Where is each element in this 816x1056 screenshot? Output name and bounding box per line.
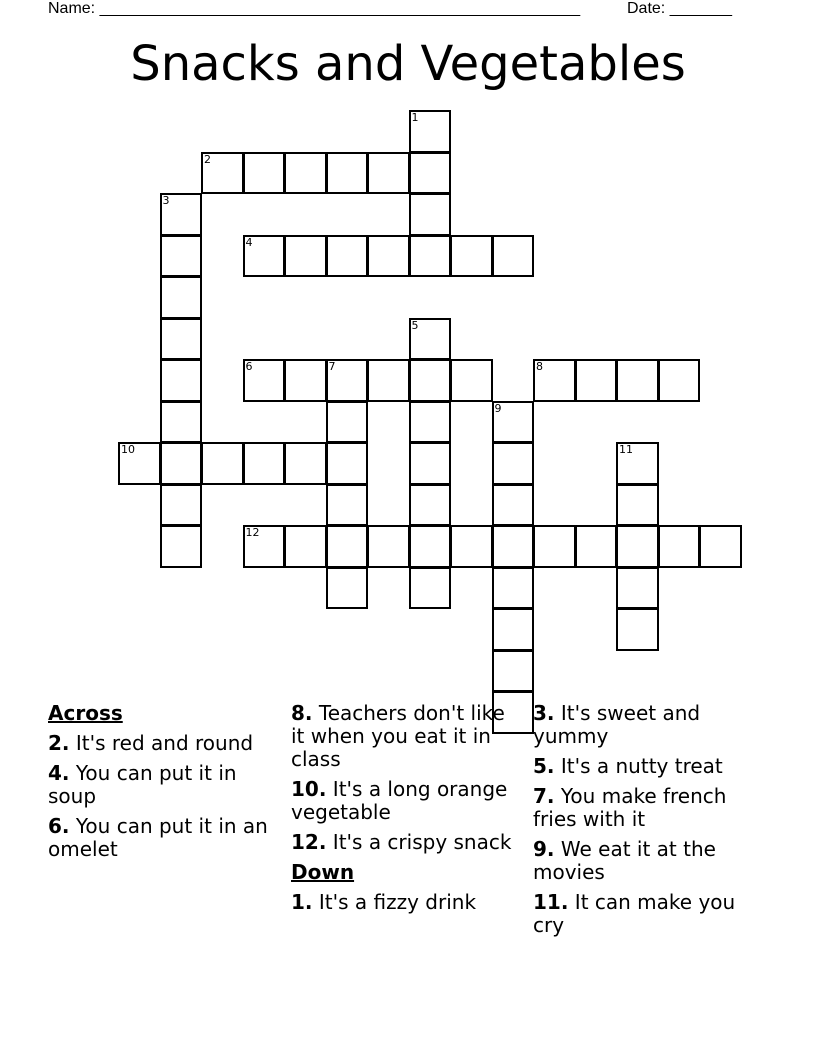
grid-cell[interactable] <box>367 235 410 278</box>
grid-cell[interactable] <box>492 650 535 693</box>
grid-cell[interactable] <box>243 235 286 278</box>
clue-column-3 <box>533 702 763 944</box>
clue-column-2 <box>291 702 521 921</box>
grid-cell[interactable] <box>284 235 327 278</box>
grid-cell[interactable] <box>450 525 493 568</box>
grid-cell[interactable] <box>367 359 410 402</box>
grid-cell[interactable] <box>492 235 535 278</box>
grid-cell[interactable] <box>409 235 452 278</box>
clue-number: 10 <box>121 443 135 456</box>
grid-cell[interactable] <box>160 359 203 402</box>
grid-cell[interactable] <box>492 567 535 610</box>
clue-list <box>48 702 768 1002</box>
clue-number: 7 <box>328 360 336 373</box>
header-line <box>48 0 768 20</box>
clue-down-1: 1. It's a fizzy drink <box>291 890 477 914</box>
down-heading: Down <box>291 860 355 884</box>
grid-cell[interactable] <box>616 608 659 651</box>
clue-across-12: 12. It's a crispy snack <box>291 830 512 854</box>
clue-number: 5 <box>411 318 419 332</box>
grid-cell[interactable] <box>450 235 493 278</box>
grid-cell[interactable] <box>409 567 452 610</box>
grid-cell[interactable] <box>160 318 203 361</box>
grid-cell[interactable] <box>409 110 452 153</box>
clue-across-6: 6. You can put it in an omelet <box>48 814 268 861</box>
grid-cell[interactable] <box>284 152 327 195</box>
grid-cell[interactable] <box>201 442 244 485</box>
grid-cell[interactable] <box>326 442 369 485</box>
grid-cell[interactable] <box>160 442 203 485</box>
grid-cell[interactable] <box>409 152 452 195</box>
grid-cell[interactable] <box>658 525 701 568</box>
grid-cell[interactable] <box>533 525 576 568</box>
date-field-label: Date: _______ <box>627 0 732 17</box>
grid-cell[interactable] <box>409 401 452 444</box>
clue-across-2: 2. It's red and round <box>48 731 254 755</box>
grid-cell[interactable] <box>616 484 659 527</box>
grid-cell[interactable] <box>616 525 659 568</box>
grid-cell[interactable] <box>243 525 286 568</box>
grid-cell[interactable] <box>492 484 535 527</box>
clue-number: 8 <box>536 360 543 373</box>
grid-cell[interactable] <box>160 235 203 278</box>
grid-cell[interactable] <box>160 525 203 568</box>
clue-down-9: 9. We eat it at the movies <box>533 837 716 884</box>
grid-cell[interactable] <box>616 567 659 610</box>
grid-cell[interactable] <box>284 359 327 402</box>
grid-cell[interactable] <box>409 525 452 568</box>
grid-cell[interactable] <box>492 525 535 568</box>
clue-column-1 <box>48 702 278 868</box>
grid-cell[interactable] <box>284 525 327 568</box>
grid-cell[interactable] <box>326 525 369 568</box>
puzzle-title: Snacks and Vegetables <box>130 36 686 92</box>
grid-cell[interactable] <box>575 359 618 402</box>
grid-cell[interactable] <box>160 484 203 527</box>
grid-cell[interactable] <box>201 152 244 195</box>
grid-cell[interactable] <box>492 608 535 651</box>
across-heading: Across <box>48 701 123 725</box>
grid-cell[interactable] <box>326 152 369 195</box>
grid-cell[interactable] <box>326 359 369 402</box>
clue-number: 2 <box>204 152 211 166</box>
grid-cell[interactable] <box>160 401 203 444</box>
clue-number: 1 <box>411 111 419 124</box>
grid-cell[interactable] <box>243 442 286 485</box>
clue-down-11: 11. It can make you cry <box>533 890 736 937</box>
clue-down-5: 5. It's a nutty treat <box>533 754 723 778</box>
clue-down-7: 7. You make french fries with it <box>533 784 727 831</box>
grid-cell[interactable] <box>160 193 203 236</box>
grid-cell[interactable] <box>575 525 618 568</box>
clue-across-10: 10. It's a long orange vegetable <box>291 777 508 824</box>
grid-cell[interactable] <box>367 525 410 568</box>
clue-number: 6 <box>245 360 253 373</box>
grid-cell[interactable] <box>284 442 327 485</box>
clue-number: 9 <box>494 401 502 415</box>
clue-number: 11 <box>619 443 633 456</box>
grid-cell[interactable] <box>492 442 535 485</box>
name-field-label: Name: ______________________________________________________ <box>48 0 581 17</box>
grid-cell[interactable] <box>616 359 659 402</box>
grid-cell[interactable] <box>616 442 659 485</box>
grid-cell[interactable] <box>367 152 410 195</box>
clue-across-8: 8. Teachers don't like it when you eat it in class <box>291 701 505 771</box>
clue-number: 4 <box>245 235 253 249</box>
grid-cell[interactable] <box>409 442 452 485</box>
grid-cell[interactable] <box>699 525 742 568</box>
grid-cell[interactable] <box>160 276 203 319</box>
grid-cell[interactable] <box>118 442 161 485</box>
clue-number: 12 <box>245 526 260 539</box>
grid-cell[interactable] <box>492 401 535 444</box>
grid-cell[interactable] <box>326 235 369 278</box>
grid-cell[interactable] <box>533 359 576 402</box>
grid-cell[interactable] <box>409 193 452 236</box>
grid-cell[interactable] <box>326 567 369 610</box>
grid-cell[interactable] <box>326 484 369 527</box>
grid-cell[interactable] <box>450 359 493 402</box>
grid-cell[interactable] <box>243 359 286 402</box>
grid-cell[interactable] <box>243 152 286 195</box>
clue-number: 3 <box>162 194 170 207</box>
grid-cell[interactable] <box>326 401 369 444</box>
clue-across-4: 4. You can put it in soup <box>48 761 237 808</box>
grid-cell[interactable] <box>409 318 452 361</box>
grid-cell[interactable] <box>409 359 452 402</box>
grid-cell[interactable] <box>658 359 701 402</box>
grid-cell[interactable] <box>409 484 452 527</box>
clue-down-3: 3. It's sweet and yummy <box>533 701 701 748</box>
